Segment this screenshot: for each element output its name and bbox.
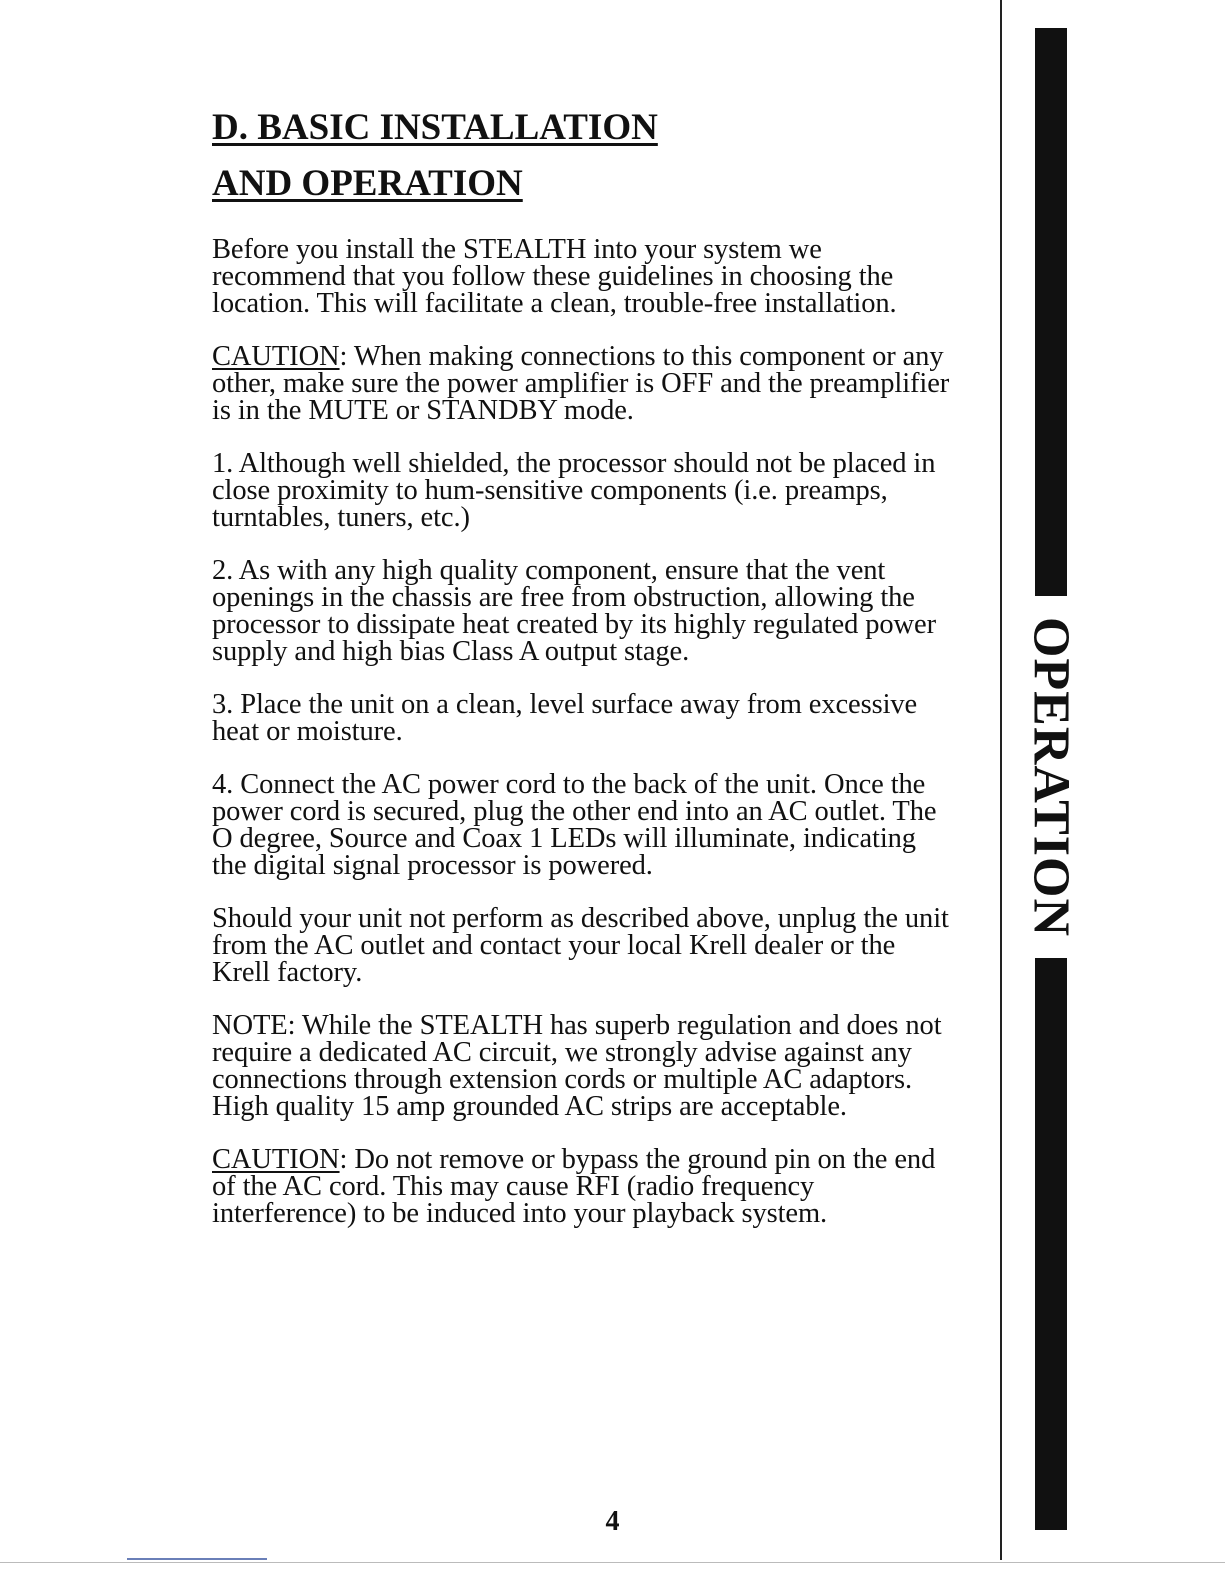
- caution-text: : Do not remove or bypass the ground pin on the end of the AC cord. This may cause RFI (radio frequency interference) to be induced into your playback system.: [212, 1144, 936, 1229]
- bottom-rule: [0, 1562, 1225, 1563]
- troubleshoot-paragraph: Should your unit not perform as described above, unplug the unit from the AC outlet and contact your local Krell dealer or the Krell factory.: [212, 903, 949, 988]
- tab-bar-bottom: [1035, 958, 1067, 1530]
- section-heading: [212, 100, 952, 212]
- section-tab-label: OPERATION: [1022, 616, 1080, 938]
- caution-paragraph-1: [212, 343, 952, 424]
- heading-line-2: AND OPERATION: [212, 163, 523, 204]
- page-content: [212, 100, 952, 1253]
- list-item-3: 3. Place the unit on a clean, level surface away from excessive heat or moisture.: [212, 689, 918, 747]
- margin-rule: [1000, 0, 1002, 1560]
- section-tab: [1022, 28, 1080, 1530]
- intro-paragraph: Before you install the STEALTH into your system we recommend that you follow these guidelines in choosing the location. This will facilitate a clean, trouble-free installation.: [212, 234, 897, 319]
- heading-line-1: D. BASIC INSTALLATION: [212, 107, 658, 148]
- list-item-1: 1. Although well shielded, the processor should not be placed in close proximity to hum-sensitive components (i.e. preamps, turntables, tuners, etc.): [212, 448, 936, 533]
- page-number: 4: [605, 1506, 620, 1537]
- note-paragraph: NOTE: While the STEALTH has superb regulation and does not require a dedicated AC circuit, we strongly advise against any connections through extension cords or multiple AC adaptors. High quality 15 amp grounded AC strips are acceptable.: [212, 1010, 942, 1122]
- bottom-rule-mark: [127, 1558, 267, 1560]
- caution-label: CAUTION: [212, 341, 340, 372]
- list-item-4: 4. Connect the AC power cord to the back of the unit. Once the power cord is secured, plug the other end into an AC outlet. The O degree, Source and Coax 1 LEDs will illuminate, indicating the digital signal processor is powered.: [212, 769, 937, 881]
- list-item-2: 2. As with any high quality component, ensure that the vent openings in the chassis are free from obstruction, allowing the processor to dissipate heat created by its highly regulated power supply and high bias Class A output stage.: [212, 555, 936, 667]
- caution-paragraph-2: [212, 1146, 952, 1227]
- body-text: [212, 236, 952, 1227]
- caution-text: : When making connections to this component or any other, make sure the power amplifier is OFF and the preamplifier is in the MUTE or STANDBY mode.: [212, 341, 950, 426]
- caution-label: CAUTION: [212, 1144, 340, 1175]
- tab-bar-top: [1035, 28, 1067, 596]
